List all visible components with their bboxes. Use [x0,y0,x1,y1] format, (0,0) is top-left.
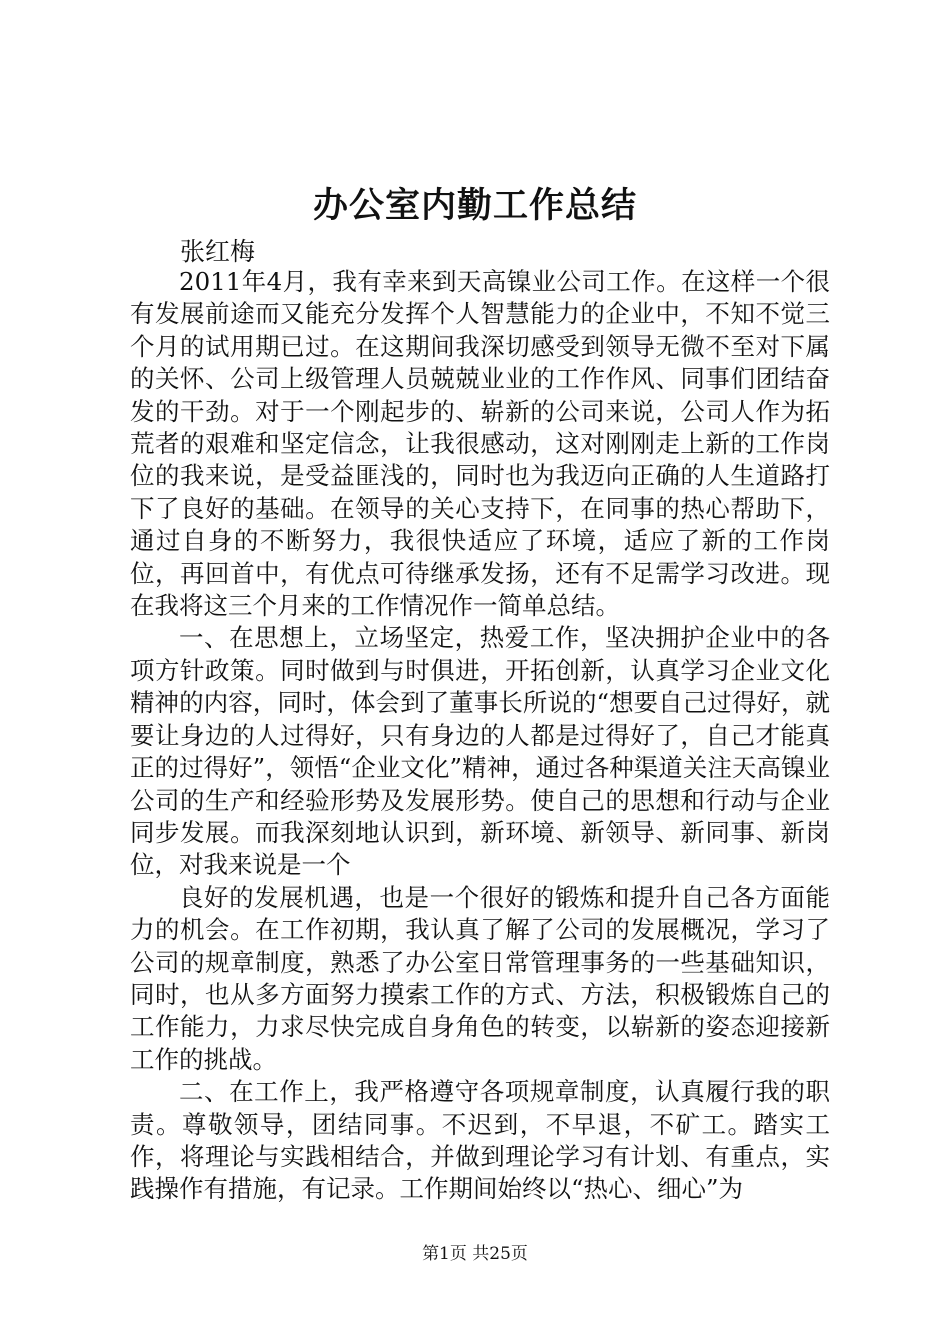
document-body [130,266,830,1206]
author-name: 张红梅 [180,237,256,266]
paragraph-work: 二、在工作上，我严格遵守各项规章制度，认真履行我的职责。尊敬领导，团结同事。不迟到，不早退，不矿工。踏实工作，将理论与实践相结合，并做到理论学习有计划、有重点，实践操作有措施，有记录。工作期间始终以“热心、细心”为 [130,1077,830,1204]
paragraph-intro: 2011年4月，我有幸来到天高镍业公司工作。在这样一个很有发展前途而又能充分发挥个人智慧能力的企业中，不知不觉三个月的试用期已过。在这期间我深切感受到领导无微不至对下属的关怀、公司上级管理人员兢兢业业的工作作风、同事们团结奋发的干劲。对于一个刚起步的、崭新的公司来说，公司人作为拓荒者的艰难和坚定信念，让我很感动，这对刚刚走上新的工作岗位的我来说，是受益匪浅的，同时也为我迈向正确的人生道路打下了良好的基础。在领导的关心支持下，在同事的热心帮助下，通过自身的不断努力，我很快适应了环境，适应了新的工作岗位，再回首中，有优点可待继承发扬，还有不足需学习改进。现在我将这三个月来的工作情况作一简单总结。 [130,267,830,621]
document-title: 办公室内勤工作总结 [312,185,637,226]
page-footer: 第1页 共25页 [422,1244,528,1264]
paragraph-opportunity: 良好的发展机遇，也是一个很好的锻炼和提升自己各方面能力的机会。在工作初期，我认真了解了公司的发展概况，学习了公司的规章制度，熟悉了办公室日常管理事务的一些基础知识，同时，也从多方面努力摸索工作的方式、方法，积极锻炼自己的工作能力，力求尽快完成自身角色的转变，以崭新的姿态迎接新工作的挑战。 [130,882,830,1074]
paragraph-thought: 一、在思想上，立场坚定，热爱工作，坚决拥护企业中的各项方针政策。同时做到与时俱进，开拓创新，认真学习企业文化精神的内容，同时，体会到了董事长所说的“想要自己过得好，就要让身边的人过得好，只有身边的人都是过得好了，自己才能真正的过得好”，领悟“企业文化”精神，通过各种渠道关注天高镍业公司的生产和经验形势及发展形势。使自己的思想和行动与企业同步发展。而我深刻地认识到，新环境、新领导、新同事、新岗位，对我来说是一个 [130,623,830,880]
